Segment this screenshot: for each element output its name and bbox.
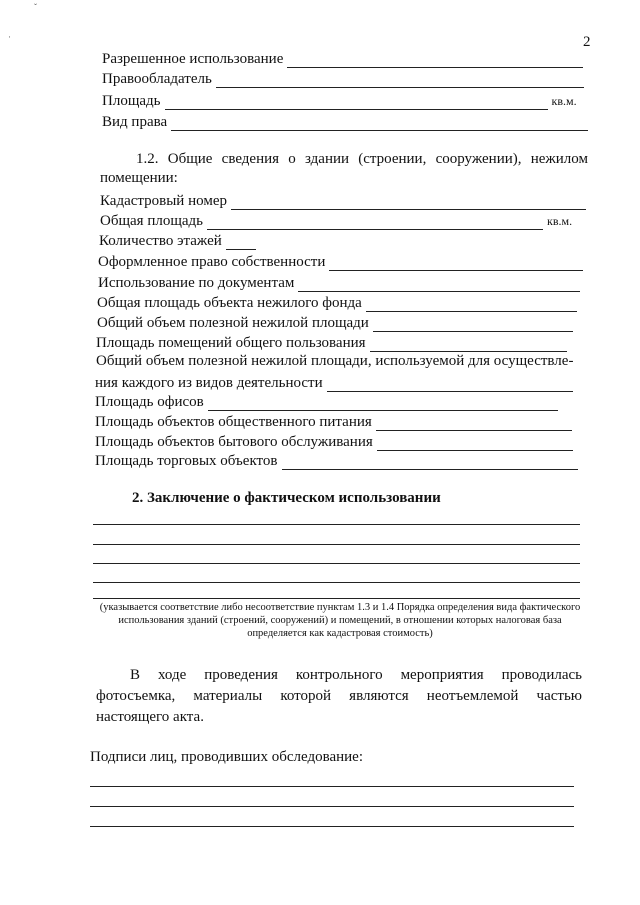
section-1-2-intro: 1.2. Общие сведения о здании (строении, сооружении), нежилом помещении: [100,151,588,186]
signatures-label: Подписи лиц, проводивших обследование: [90,749,363,765]
conclusion-line-3 [93,563,580,564]
field-owner [102,70,584,88]
field-label: Общая площадь объекта нежилого фонда [97,295,362,311]
field-catering-area [95,413,572,431]
conclusion-line-2 [93,544,580,545]
scan-dot: · [8,32,11,42]
section-2-heading: 2. Заключение о фактическом использовании [132,490,441,506]
field-permitted-use [102,50,583,68]
fill-line [327,378,573,392]
conclusion-note: (указывается соответствие либо несоответствие пунктам 1.3 и 1.4 Порядка определения вида фактического использования зданий (строений, сооружений) и помещений, в отношении которых налоговая база определяется как кадастровая стоимость) [99,602,581,639]
field-label: Площадь объектов бытового обслуживания [95,434,373,450]
field-ownership [98,253,583,271]
field-floors [99,232,256,250]
field-label: Площадь торговых объектов [95,453,278,469]
field-label: Кадастровый номер [100,193,227,209]
conclusion-line-1 [93,524,580,525]
field-label: Использование по документам [98,275,295,291]
fill-line [377,437,573,451]
fill-line [373,318,573,332]
page-number: 2 [583,34,591,50]
field-label: Количество этажей [99,233,222,249]
field-label: Общий объем полезной нежилой площади [97,315,369,331]
fill-line [216,74,584,88]
field-area [102,92,577,110]
field-label: Разрешенное использование [102,51,284,67]
field-label: Площадь помещений общего пользования [96,335,366,351]
field-label: ния каждого из видов деятельности [95,375,323,391]
conclusion-line-4 [93,582,580,583]
signature-line-1 [90,786,574,787]
fill-line [329,257,583,271]
unit-label: кв.м. [551,94,577,108]
fill-line [282,456,578,470]
field-label: Вид права [102,114,168,130]
unit-label: кв.м. [547,214,573,228]
fill-line [287,54,583,68]
fill-line [366,298,577,312]
fill-line [207,216,543,230]
field-label: Площадь объектов общественного питания [95,414,372,430]
signature-line-2 [90,806,574,807]
field-label: Правообладатель [102,71,212,87]
field-label: Площадь офисов [95,394,204,410]
photo-paragraph: В ходе проведения контрольного мероприятия проводилась фотосъемка, материалы которой являются неотъемлемой частью настоящего акта. [96,667,582,725]
field-useful-area [97,314,573,332]
field-services-area [95,433,573,451]
fill-line [226,236,256,250]
field-total-area [100,212,572,230]
field-office-area [95,393,558,411]
conclusion-line-5 [93,598,580,599]
fill-line [376,417,572,431]
field-cadastral-number [100,192,586,210]
fill-line [370,338,567,352]
field-label: Оформленное право собственности [98,254,326,270]
field-nonresidential-area [97,294,577,312]
field-right-type [102,113,588,131]
multi-use-line-1: Общий объем полезной нежилой площади, используемой для осуществле- [96,353,574,369]
field-multi-use [95,374,573,392]
field-common-area [96,334,567,352]
scan-mark: ˇ [34,2,37,12]
field-retail-area [95,452,578,470]
fill-line [231,196,586,210]
field-label: Общая площадь [100,213,204,229]
fill-line [165,96,548,110]
field-documented-use [98,274,580,292]
field-label: Площадь [102,93,161,109]
fill-line [171,117,588,131]
fill-line [208,397,558,411]
fill-line [298,278,580,292]
signature-line-3 [90,826,574,827]
